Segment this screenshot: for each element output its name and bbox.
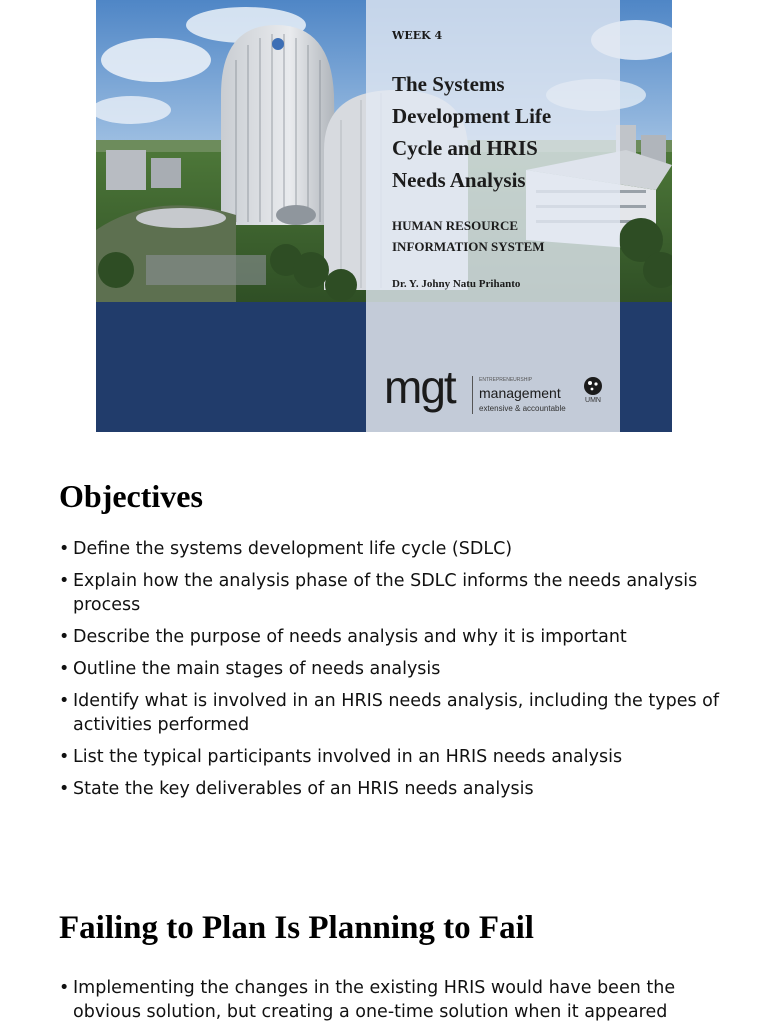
course-name-line: INFORMATION SYSTEM — [392, 239, 545, 254]
logo-tagline: extensive & accountable — [479, 404, 566, 413]
course-name-line: HUMAN RESOURCE — [392, 218, 519, 233]
list-item: • State the key deliverables of an HRIS needs analysis — [59, 777, 739, 801]
cover-title-line: The Systems — [392, 72, 505, 96]
list-item: • Define the systems development life cycle (SDLC) — [59, 537, 739, 561]
list-item: • Identify what is involved in an HRIS needs analysis, including the types of activities performed — [59, 689, 739, 737]
failing-heading: Failing to Plan Is Planning to Fail — [59, 910, 534, 946]
mgt-logo: mgt — [384, 361, 455, 413]
list-item: • List the typical participants involved in an HRIS needs analysis — [59, 745, 739, 769]
logo-small-text: ENTREPRENEURSHIP — [479, 377, 533, 383]
course-name — [392, 215, 602, 257]
objectives-list — [59, 537, 739, 809]
umn-logo-text: UMN — [585, 397, 601, 404]
list-item: • Describe the purpose of needs analysis and why it is important — [59, 625, 739, 649]
cover-title-line: Development Life — [392, 104, 552, 128]
week-label: WEEK 4 — [392, 29, 443, 42]
cover-slide — [96, 0, 672, 432]
umn-logo-icon — [582, 375, 604, 397]
list-item: • Implementing the changes in the existing HRIS would have been the obvious solution, but creating a one-time solution when it appeared — [59, 976, 739, 1024]
cover-title — [392, 68, 602, 196]
objectives-heading: Objectives — [59, 478, 203, 514]
logo-management-text: management — [479, 385, 561, 401]
cover-title-line: Needs Analysis — [392, 168, 526, 192]
author-name: Dr. Y. Johny Natu Prihanto — [392, 278, 521, 290]
logo-divider — [472, 376, 473, 414]
cover-title-line: Cycle and HRIS — [392, 136, 538, 160]
list-item: • Outline the main stages of needs analysis — [59, 657, 739, 681]
list-item: • Explain how the analysis phase of the SDLC informs the needs analysis process — [59, 569, 739, 617]
